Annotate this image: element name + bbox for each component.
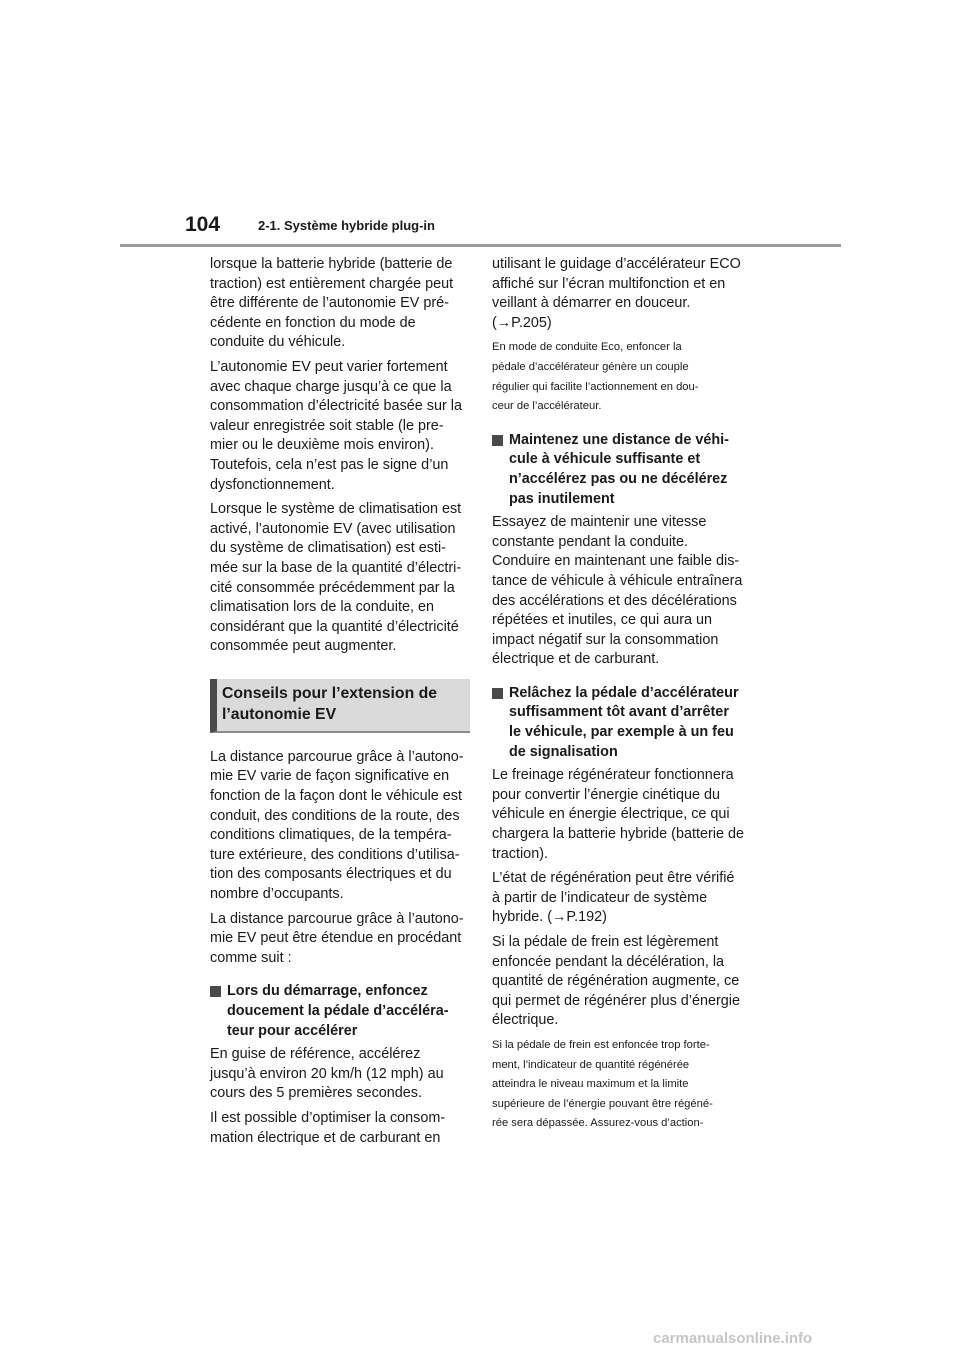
note-paragraph — [492, 1036, 754, 1134]
text-line: être différente de l’autonomie EV pré- — [210, 295, 449, 312]
text-line: véhicule en énergie électrique, ce qui — [492, 806, 730, 823]
text-line: ceur de l’accélérateur. — [492, 400, 602, 413]
text-line: du système de climatisation) est esti- — [210, 540, 446, 557]
text-line: cule à véhicule suffisante et — [509, 451, 701, 468]
text-line: utilisant le guidage d’accélérateur ECO — [492, 256, 741, 272]
paragraph — [210, 748, 470, 905]
text-line: pour convertir l’énergie cinétique du — [492, 786, 720, 803]
text-line: l’autonomie EV — [222, 706, 337, 724]
text-line: à partir de l’indicateur de système — [492, 889, 708, 906]
watermark[interactable]: carmanualsonline.info — [653, 1330, 813, 1347]
text-line: mie EV peut être étendue en procédant — [210, 930, 462, 947]
paragraph — [210, 1109, 470, 1148]
square-bullet-icon — [492, 688, 503, 699]
paragraph — [210, 910, 470, 969]
text-line: supérieure de l’énergie pouvant être régéné- — [492, 1097, 713, 1110]
text-line: doucement la pédale d’accéléra- — [227, 1003, 449, 1019]
text-line: constante pendant la conduite. — [492, 533, 689, 550]
text-line: consommation d’électricité basée sur la — [210, 398, 462, 415]
text-line: (→P.205) — [492, 314, 552, 331]
bullet-heading — [492, 431, 754, 509]
text-line: traction) est entièrement chargée peut — [210, 275, 454, 292]
text-line: jusqu’à environ 20 km/h (12 mph) au — [210, 1065, 444, 1082]
text-line: Toutefois, cela n’est pas le signe d’un — [210, 456, 449, 473]
text-line: Si la pédale de frein est enfoncée trop forte- — [492, 1038, 710, 1051]
left-column — [210, 255, 470, 1153]
square-bullet-icon — [210, 986, 221, 997]
right-column — [492, 255, 754, 1141]
text-line: impact négatif sur la consommation — [492, 631, 719, 648]
text-line: considérant que la quantité d’électricité — [210, 618, 459, 635]
section-title: 2-1. Système hybride plug-in — [258, 218, 435, 233]
text-line: ture extérieure, des conditions d’utilisa- — [210, 846, 460, 863]
text-line: Conseils pour l’extension de — [222, 684, 438, 702]
text-line: conduite du véhicule. — [210, 334, 346, 351]
text-line: mation électrique et de carburant en — [210, 1129, 441, 1146]
text-line: pas inutilement — [509, 490, 615, 507]
text-line: Si la pédale de frein est légèrement — [492, 934, 719, 950]
section-callout-heading — [210, 679, 470, 733]
text-line: En mode de conduite Eco, enfoncer la — [492, 341, 682, 354]
paragraph — [210, 358, 470, 495]
bullet-heading — [492, 684, 754, 762]
text-line: consommée peut augmenter. — [210, 638, 397, 655]
text-line: Le freinage régénérateur fonctionnera — [492, 767, 734, 784]
text-line: qui permet de régénérer plus d’énergie — [492, 992, 740, 1009]
paragraph — [210, 255, 470, 353]
text-line: climatisation lors de la conduite, en — [210, 599, 434, 616]
text-line: affiché sur l’écran multifonction et en — [492, 275, 726, 292]
text-line: n’accélérez pas ou ne décélérez — [509, 470, 728, 487]
text-line: En guise de référence, accélérez — [210, 1046, 421, 1063]
text-line: valeur enregistrée soit stable (le pre- — [210, 417, 444, 434]
text-line: Il est possible d’optimiser la consom- — [210, 1109, 446, 1126]
bullet-heading-text — [509, 431, 754, 509]
text-line: nombre d’occupants. — [210, 886, 344, 903]
text-line: mier ou le deuxième mois environ). — [210, 437, 434, 454]
text-line: Lorsque le système de climatisation est — [210, 501, 462, 518]
square-bullet-icon — [492, 435, 503, 446]
text-line: La distance parcourue grâce à l’autono- — [210, 910, 464, 927]
bullet-heading-text — [227, 982, 470, 1041]
paragraph — [492, 255, 754, 333]
text-line: avec chaque charge jusqu’à ce que la — [210, 378, 452, 395]
text-line: cours des 5 premières secondes. — [210, 1085, 422, 1102]
text-line: conditions climatiques, de la tempéra- — [210, 827, 452, 844]
text-line: comme suit : — [210, 949, 292, 966]
text-line: de signalisation — [509, 743, 618, 760]
bullet-heading — [210, 982, 470, 1041]
text-line: régulier qui facilite l’actionnement en dou- — [492, 380, 699, 393]
paragraph — [492, 766, 754, 864]
text-line: répétées et inutiles, ce qui aura un — [492, 612, 712, 629]
text-line: mie EV varie de façon significative en — [210, 768, 450, 785]
text-line: quantité de régénération augmente, ce — [492, 973, 740, 990]
text-line: le véhicule, par exemple à un feu — [509, 724, 734, 741]
text-line: enfoncée pendant la décélération, la — [492, 953, 725, 970]
paragraph — [210, 1045, 470, 1104]
paragraph — [210, 500, 470, 657]
text-line: cédente en fonction du mode de — [210, 314, 416, 331]
text-line: traction). — [492, 845, 548, 862]
text-line: teur pour accélérer — [227, 1022, 358, 1039]
text-line: Conduire en maintenant une faible dis- — [492, 553, 740, 570]
text-line: L’autonomie EV peut varier fortement — [210, 358, 448, 375]
text-line: Lors du démarrage, enfoncez — [227, 983, 428, 1000]
text-line: tance de véhicule à véhicule entraînera — [492, 572, 743, 589]
text-line: lorsque la batterie hybride (batterie de — [210, 256, 453, 272]
text-line: tion des composants électriques et du — [210, 866, 452, 883]
text-line: pédale d’accélérateur génère un couple — [492, 360, 689, 373]
header-divider — [120, 244, 841, 247]
text-line: suffisamment tôt avant d’arrêter — [509, 704, 729, 721]
text-line: électrique. — [492, 1012, 559, 1029]
page-number: 104 — [185, 213, 221, 236]
text-line: conduit, des conditions de la route, des — [210, 807, 460, 824]
paragraph — [492, 933, 754, 1031]
paragraph — [492, 869, 754, 928]
text-line: cité consommée précédemment par la — [210, 579, 455, 596]
bullet-heading-text — [509, 684, 754, 762]
text-line: chargera la batterie hybride (batterie de — [492, 826, 744, 843]
note-paragraph — [492, 338, 754, 416]
text-line: atteindra le niveau maximum et la limite — [492, 1078, 689, 1091]
text-line: La distance parcourue grâce à l’autono- — [210, 748, 464, 765]
paragraph — [492, 513, 754, 670]
text-line: électrique et de carburant. — [492, 651, 660, 668]
text-line: fonction de la façon dont le véhicule est — [210, 788, 463, 805]
text-line: des accélérations et des décélérations — [492, 592, 737, 609]
text-line: ment, l’indicateur de quantité régénérée — [492, 1058, 690, 1071]
text-line: mée sur la base de la quantité d’électri- — [210, 559, 462, 576]
text-line: rée sera dépassée. Assurez-vous d’action- — [492, 1117, 704, 1130]
text-line: L’état de régénération peut être vérifié — [492, 870, 735, 887]
text-line: hybride. (→P.192) — [492, 909, 607, 926]
text-line: veillant à démarrer en douceur. — [492, 295, 691, 312]
text-line: Maintenez une distance de véhi- — [509, 431, 729, 448]
text-line: Relâchez la pédale d’accélérateur — [509, 684, 739, 701]
text-line: activé, l’autonomie EV (avec utilisation — [210, 520, 456, 537]
text-line: Essayez de maintenir une vitesse — [492, 514, 707, 531]
text-line: dysfonctionnement. — [210, 476, 335, 493]
